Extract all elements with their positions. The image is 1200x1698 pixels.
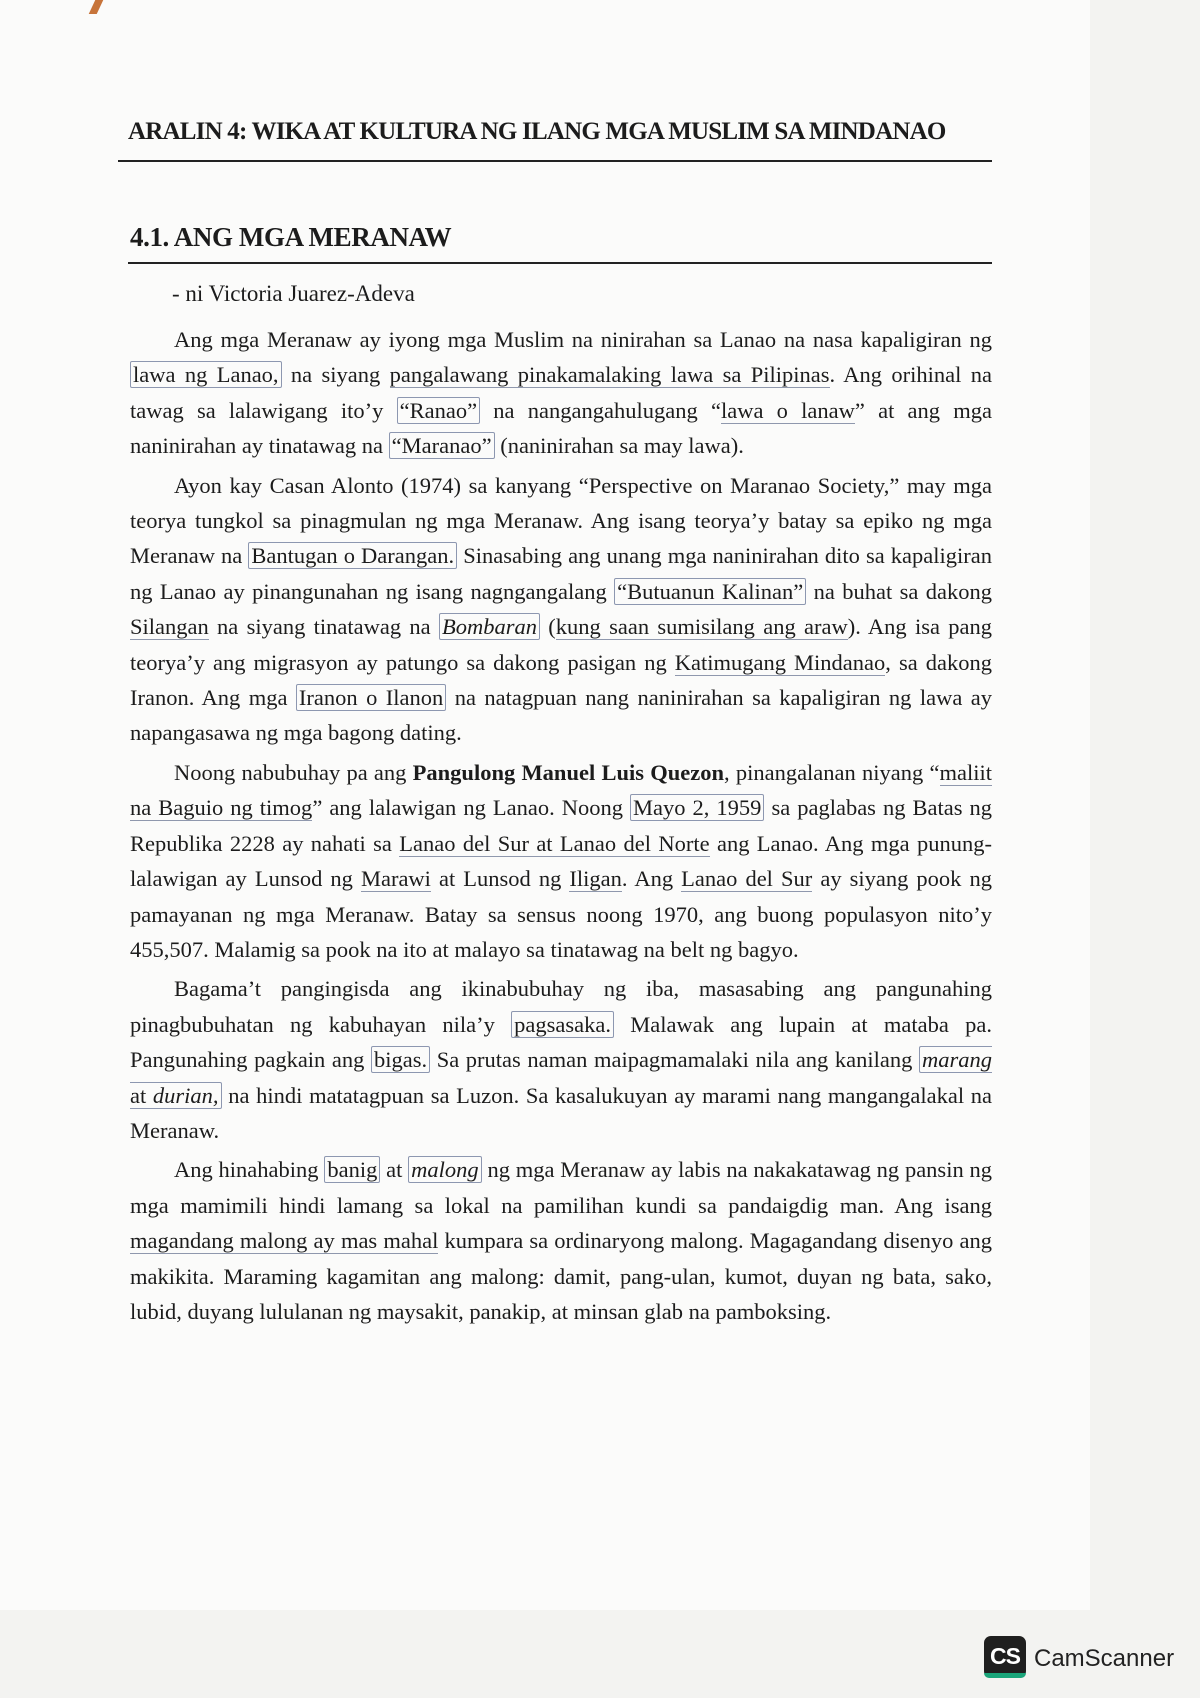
- paragraph-2: [130, 468, 992, 751]
- text-run: Ang mga Meranaw ay iyong mga Muslim na ninirahan sa Lanao na nasa kapaligiran ng: [174, 327, 992, 352]
- text-run: na siyang: [281, 362, 390, 388]
- annotated-text: Marawi: [360, 866, 431, 892]
- text-run: na buhat sa dakong: [806, 578, 992, 604]
- section-rule: [128, 262, 992, 264]
- paragraph-5: [130, 1152, 992, 1329]
- paragraph-1: [130, 322, 992, 464]
- annotated-text: Silangan: [130, 614, 209, 640]
- text-run: ” ang lalawigan ng Lanao. Noong: [312, 795, 630, 821]
- annotated-text: Lanao del Sur: [681, 866, 813, 892]
- annotated-text: “Maranao”: [389, 432, 495, 459]
- author-line: - ni Victoria Juarez-Adeva: [172, 281, 415, 306]
- text-run: ). Ang isa pang teorya’y ang migrasyon ay patungo sa dakong pasigan ng: [130, 614, 993, 675]
- text-run: Sa prutas naman maipagmamalaki nila ang kanilang: [430, 1047, 919, 1073]
- annotated-text: malong: [408, 1156, 482, 1183]
- text-run: Ayon kay Casan Alonto (1974) sa kanyang “Perspective on Maranao Society,” may mga teorya tungkol sa pinagmulan ng mga Meranaw. Ang isang teorya’y batay sa epiko ng mga Meranaw na: [130, 472, 992, 569]
- text-run: na natagpuan nang naninirahan sa kapaligiran ng lawa ay napangasawa ng mga bagong dating.: [130, 685, 993, 746]
- text-run: ng mga Meranaw ay labis na nakakatawag ng pansin ng mga mamimili hindi lamang sa lokal na pamilihan kundi sa pandaigdig man. Ang isang: [130, 1157, 992, 1218]
- annotated-text: “Ranao”: [397, 397, 480, 424]
- annotated-text: Bombaran: [439, 613, 540, 640]
- annotated-text: lawa ng Lanao,: [130, 361, 282, 388]
- camscanner-logo-icon: CS: [984, 1636, 1026, 1678]
- section-title: 4.1. ANG MGA MERANAW: [130, 222, 452, 252]
- text-run: ang Lanao. Ang mga punung-lalawigan ay Lunsod ng: [130, 830, 992, 892]
- text-run: sa paglabas ng Batas ng Republika 2228 ay nahati sa: [130, 795, 992, 856]
- text-run: ” at ang mga naninirahan ay tinatawag na: [130, 397, 993, 459]
- text-run: Bagama’t pangingisda ang ikinabubuhay ng iba, masasabing ang pangunahing pinagbubuhatan ng kabuhayan nila’y: [130, 976, 992, 1037]
- text-run: na nangangahulugang “: [480, 397, 721, 423]
- text-run: . Ang: [621, 866, 682, 892]
- camscanner-watermark: CamScanner: [1034, 1645, 1175, 1672]
- paragraph-4: [130, 971, 992, 1148]
- annotated-text: “Butuanun Kalinan”: [614, 578, 806, 605]
- annotated-text: Bantugan o Darangan.: [248, 542, 457, 569]
- text-run: na hindi matatagpuan sa Luzon. Sa kasalukuyan ay marami nang mangangalakal na Meranaw.: [130, 1082, 992, 1143]
- annotated-text: magandang malong ay mas mahal: [130, 1228, 439, 1254]
- annotated-text: Iligan: [569, 866, 622, 892]
- text-run: at: [380, 1157, 409, 1183]
- annotated-text: marang at durian,: [130, 1047, 992, 1108]
- text-run: . Ang orihinal na tawag sa lalawigang ito’y: [130, 362, 992, 423]
- text-run: ay siyang pook ng pamayanan ng mga Meranaw. Batay sa sensus noong 1970, ang buong populasyon nito’y 455,507. Malamig sa pook na ito at malayo sa tinatawag na belt ng bagyo.: [130, 866, 992, 962]
- text-run: at Lunsod ng: [430, 866, 570, 892]
- annotated-text: Pangulong Manuel Luis Quezon: [412, 759, 724, 785]
- text-run: Sinasabing ang unang mga naninirahan dito sa kapaligiran ng Lanao ay pinangunahan ng isang nagngangalang: [130, 543, 992, 604]
- annotated-text: Katimugang Mindanao: [674, 649, 886, 675]
- annotated-text: maliit na Baguio ng timog: [130, 759, 992, 821]
- article-body: [130, 322, 992, 1333]
- text-run: , pinangalanan niyang “: [723, 759, 940, 785]
- annotated-text: pangalawang pinakamalaking lawa sa Pilipinas: [389, 362, 830, 388]
- annotated-text: pagsasaka.: [511, 1011, 614, 1038]
- annotated-text: Mayo 2, 1959: [630, 794, 764, 821]
- text-run: (: [539, 614, 556, 640]
- annotated-text: lawa o lanaw: [720, 397, 855, 423]
- annotated-text: bigas.: [371, 1046, 430, 1073]
- corner-mark: [89, 0, 104, 14]
- text-run: Ang hinahabing: [174, 1157, 325, 1183]
- text-run: Noong nabubuhay pa ang: [174, 759, 413, 785]
- annotated-text: Iranon o Ilanon: [296, 684, 446, 711]
- text-run: , sa dakong Iranon. Ang mga: [130, 649, 992, 711]
- text-run: na siyang tinatawag na: [208, 614, 439, 640]
- text-run: Malawak ang lupain at mataba pa. Pangunahing pagkain ang: [130, 1011, 992, 1073]
- paragraph-3: [130, 755, 992, 967]
- chapter-title: ARALIN 4: WIKA AT KULTURA NG ILANG MGA MUSLIM SA MINDANAO: [128, 118, 946, 145]
- chapter-rule: [118, 160, 992, 162]
- annotated-text: Lanao del Sur at Lanao del Norte: [399, 830, 710, 856]
- text-run: kumpara sa ordinaryong malong. Magagandang disenyo ang makikita. Maraming kagamitan ang malong: damit, pang-ulan, kumot, duyan ng bata, sako, lubid, duyang lululanan ng maysakit, panakip, at minsan glab na pamboksing.: [130, 1228, 993, 1324]
- annotated-text: kung saan sumisilang ang araw: [555, 614, 848, 640]
- text-run: (naninirahan sa may lawa).: [494, 433, 744, 459]
- annotated-text: banig: [324, 1156, 380, 1183]
